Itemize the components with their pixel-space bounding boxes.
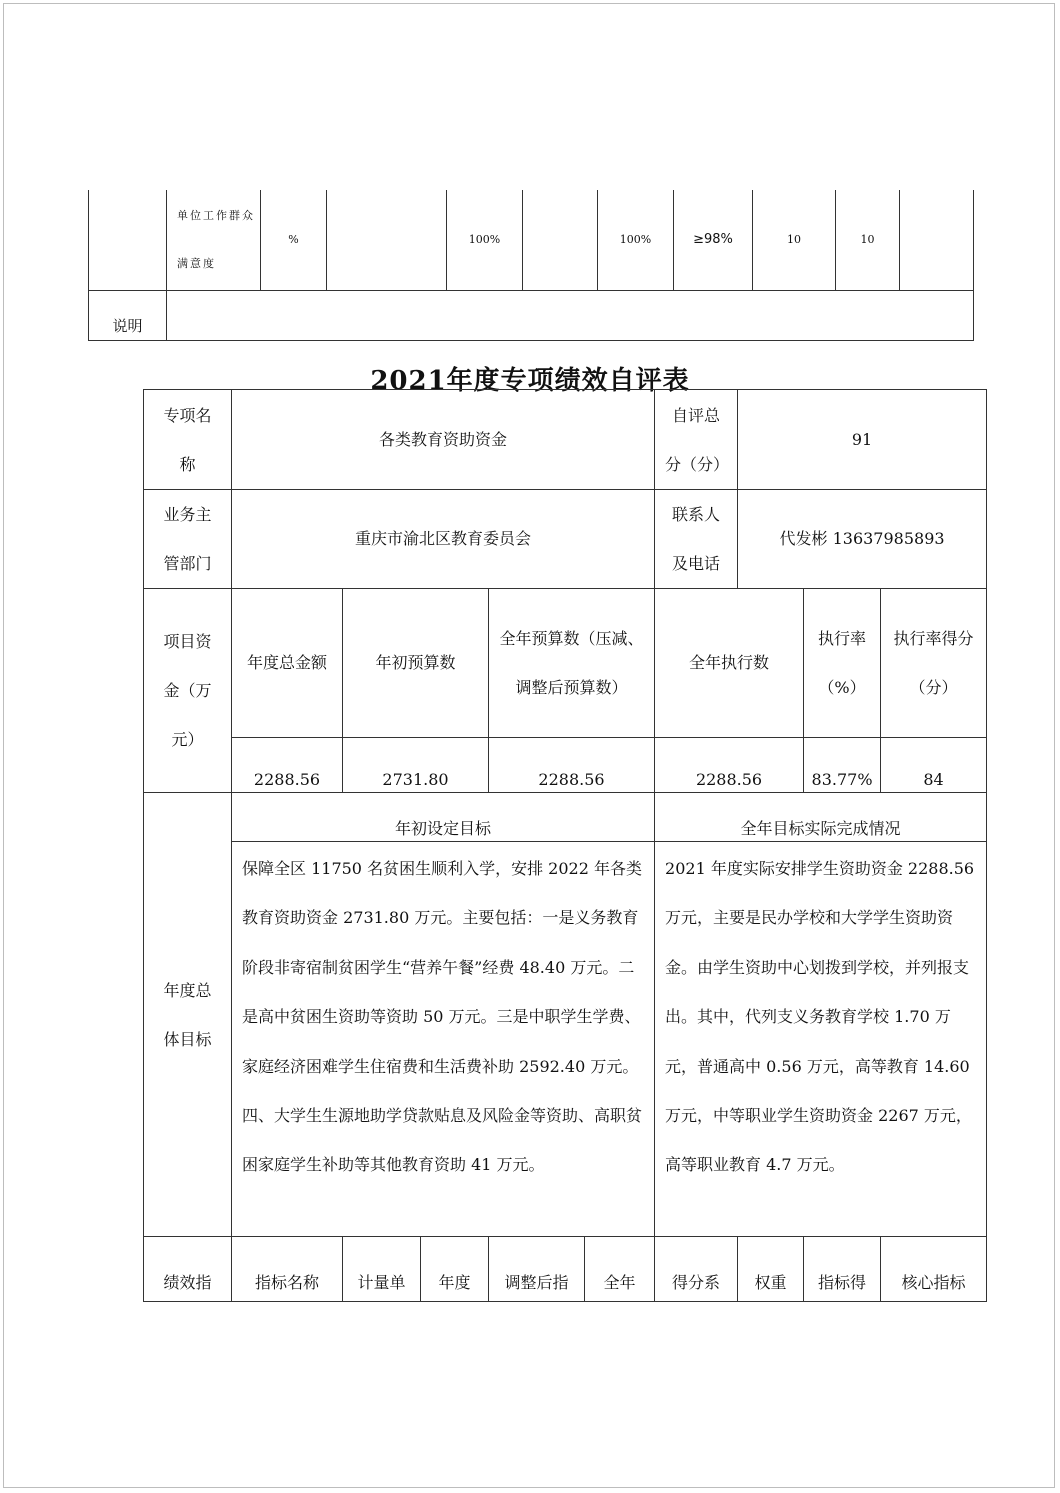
indicator-header-weight: 权重 (738, 1237, 804, 1302)
page-title: 2021年度专项绩效自评表 (370, 366, 690, 396)
evaluation-table (143, 389, 987, 1302)
goals-set-header: 年初设定目标 (232, 793, 655, 842)
empty-cell (900, 190, 974, 290)
score-cell: 10 (836, 190, 900, 290)
note-label: 说明 (89, 290, 167, 340)
indicators-label: 绩效指 (144, 1237, 232, 1302)
indicator-header-year: 年度 (421, 1237, 489, 1302)
goals-actual-text: 2021 年度实际安排学生资助资金 2288.56 万元，主要是民办学校和大学学生资助资金。由学生资助中心划拨到学校，并列报支出。其中，代列支义务教育学校 1.70 万元，普通高中 0.56 万元，高等教育 14.60 万元，中等职业学生资助资金 2267 万元，高等职业教育 4.7 万元。 (655, 842, 987, 1237)
indicator-header-name: 指标名称 (232, 1237, 343, 1302)
weight-cell: 10 (753, 190, 836, 290)
funds-value-executed: 2288.56 (655, 738, 804, 793)
funds-header-rate-score: 执行率得分（分） (881, 589, 987, 738)
empty-cell (327, 190, 447, 290)
self-score-label: 自评总分（分） (655, 390, 738, 490)
value-b-cell: 100% (598, 190, 674, 290)
goals-set-text: 保障全区 11750 名贫困生顺利入学，安排 2022 年各类教育资助资金 2731.80 万元。主要包括：一是义务教育阶段非寄宿制贫困学生“营养午餐”经费 48.40 万元。二是高中贫困生资助等资助 50 万元。三是中职学生学费、家庭经济困难学生住宿费和生活费补助 2592.40 万元。四、大学生生源地助学贷款贴息及风险金等资助、高职贫困家庭学生补助等其他教育资助 41 万元。 (232, 842, 655, 1237)
funds-header-annual: 全年预算数（压减、调整后预算数） (489, 589, 655, 738)
project-name-label: 专项名称 (144, 390, 232, 490)
funds-value-annual: 2288.56 (489, 738, 655, 793)
funds-value-rate: 83.77% (804, 738, 881, 793)
indicator-header-annual: 全年 (585, 1237, 655, 1302)
contact-value: 代发彬 13637985893 (738, 490, 987, 589)
funds-value-initial: 2731.80 (343, 738, 489, 793)
goals-actual-header: 全年目标实际完成情况 (655, 793, 987, 842)
unit-cell: % (261, 190, 327, 290)
contact-label: 联系人及电话 (655, 490, 738, 589)
previous-table-fragment (88, 190, 974, 341)
indicator-header-adjusted: 调整后指 (489, 1237, 585, 1302)
funds-header-initial: 年初预算数 (343, 589, 489, 738)
empty-cell (523, 190, 598, 290)
note-content (167, 290, 974, 340)
funds-header-rate: 执行率（%） (804, 589, 881, 738)
funds-header-total: 年度总金额 (232, 589, 343, 738)
indicator-header-coefficient: 得分系 (655, 1237, 738, 1302)
funds-header-executed: 全年执行数 (655, 589, 804, 738)
value-a-cell: 100% (447, 190, 523, 290)
project-name-value: 各类教育资助资金 (232, 390, 655, 490)
empty-cell (89, 190, 167, 290)
funds-label: 项目资金（万元） (144, 589, 232, 793)
target-cell: ≥98% (674, 190, 753, 290)
goals-label: 年度总体目标 (144, 793, 232, 1237)
funds-value-rate-score: 84 (881, 738, 987, 793)
self-score-value: 91 (738, 390, 987, 490)
indicator-header-unit: 计量单 (343, 1237, 421, 1302)
indicator-name: 单位工作群众满意度 (167, 190, 261, 290)
indicator-header-core: 核心指标 (881, 1237, 987, 1302)
dept-value: 重庆市渝北区教育委员会 (232, 490, 655, 589)
indicator-header-score: 指标得 (804, 1237, 881, 1302)
dept-label: 业务主管部门 (144, 490, 232, 589)
funds-value-total: 2288.56 (232, 738, 343, 793)
